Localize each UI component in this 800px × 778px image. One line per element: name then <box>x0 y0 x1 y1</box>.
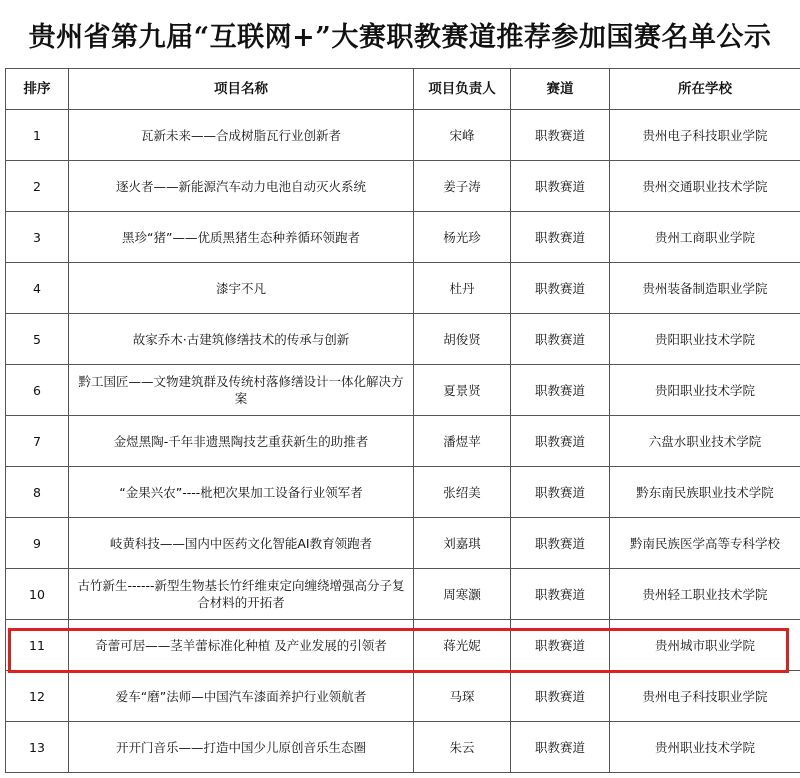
rank-cell: 1 <box>6 110 69 161</box>
project-leader-cell: 蒋光妮 <box>414 620 511 671</box>
project-leader-cell: 张绍美 <box>414 467 511 518</box>
rank-cell: 3 <box>6 212 69 263</box>
table-row <box>6 416 800 467</box>
table-row <box>6 212 800 263</box>
track-cell: 职教赛道 <box>511 314 610 365</box>
track-cell: 职教赛道 <box>511 620 610 671</box>
project-leader-cell: 杜丹 <box>414 263 511 314</box>
table-row <box>6 722 800 773</box>
school-cell: 贵州装备制造职业学院 <box>610 263 800 314</box>
project-name-cell: 爱车“磨”法师—中国汽车漆面养护行业领航者 <box>69 671 414 722</box>
project-name-cell: 古竹新生------新型生物基长竹纤维束定向缠绕增强高分子复合材料的开拓者 <box>69 569 414 620</box>
rank-cell: 2 <box>6 161 69 212</box>
table-row <box>6 161 800 212</box>
rank-cell: 5 <box>6 314 69 365</box>
project-name-cell: 故家乔木·古建筑修缮技术的传承与创新 <box>69 314 414 365</box>
project-leader-cell: 周寒灏 <box>414 569 511 620</box>
header-track: 赛道 <box>511 69 610 110</box>
school-cell: 贵阳职业技术学院 <box>610 314 800 365</box>
track-cell: 职教赛道 <box>511 671 610 722</box>
school-cell: 贵州城市职业学院 <box>610 620 800 671</box>
table-row <box>6 314 800 365</box>
table-row <box>6 110 800 161</box>
project-leader-cell: 刘嘉琪 <box>414 518 511 569</box>
school-cell: 贵州工商职业学院 <box>610 212 800 263</box>
track-cell: 职教赛道 <box>511 263 610 314</box>
table-row <box>6 263 800 314</box>
project-leader-cell: 胡俊贤 <box>414 314 511 365</box>
project-leader-cell: 宋峰 <box>414 110 511 161</box>
header-school: 所在学校 <box>610 69 800 110</box>
table-row <box>6 671 800 722</box>
project-name-cell: 黑珍“猪”——优质黑猪生态种养循环领跑者 <box>69 212 414 263</box>
project-name-cell: 岐黄科技——国内中医药文化智能AI教育领跑者 <box>69 518 414 569</box>
track-cell: 职教赛道 <box>511 518 610 569</box>
track-cell: 职教赛道 <box>511 722 610 773</box>
rank-cell: 4 <box>6 263 69 314</box>
rank-cell: 7 <box>6 416 69 467</box>
rank-cell: 9 <box>6 518 69 569</box>
project-leader-cell: 马琛 <box>414 671 511 722</box>
project-name-cell: 黔工国匠——文物建筑群及传统村落修缮设计一体化解决方案 <box>69 365 414 416</box>
track-cell: 职教赛道 <box>511 110 610 161</box>
rank-cell: 13 <box>6 722 69 773</box>
project-leader-cell: 姜子涛 <box>414 161 511 212</box>
track-cell: 职教赛道 <box>511 569 610 620</box>
rank-cell: 11 <box>6 620 69 671</box>
school-cell: 黔南民族医学高等专科学校 <box>610 518 800 569</box>
project-name-cell: 开开门音乐——打造中国少儿原创音乐生态圈 <box>69 722 414 773</box>
school-cell: 贵州电子科技职业学院 <box>610 671 800 722</box>
project-name-cell: 漆宇不凡 <box>69 263 414 314</box>
project-name-cell: 奇蕾可居——茎羊蕾标准化种植 及产业发展的引领者 <box>69 620 414 671</box>
rank-cell: 10 <box>6 569 69 620</box>
school-cell: 六盘水职业技术学院 <box>610 416 800 467</box>
header-rank: 排序 <box>6 69 69 110</box>
rank-cell: 12 <box>6 671 69 722</box>
project-name-cell: “金果兴农”----枇杷次果加工设备行业领军者 <box>69 467 414 518</box>
project-leader-cell: 夏景贤 <box>414 365 511 416</box>
table-row <box>6 569 800 620</box>
track-cell: 职教赛道 <box>511 416 610 467</box>
project-name-cell: 瓦新未来——合成树脂瓦行业创新者 <box>69 110 414 161</box>
project-leader-cell: 朱云 <box>414 722 511 773</box>
table-row <box>6 518 800 569</box>
table-header-row <box>6 69 800 110</box>
project-name-cell: 逐火者——新能源汽车动力电池自动灭火系统 <box>69 161 414 212</box>
page-title: 贵州省第九届“互联网+”大赛职教赛道推荐参加国赛名单公示 <box>28 21 772 53</box>
track-cell: 职教赛道 <box>511 467 610 518</box>
table-row <box>6 467 800 518</box>
track-cell: 职教赛道 <box>511 212 610 263</box>
track-cell: 职教赛道 <box>511 161 610 212</box>
school-cell: 黔东南民族职业技术学院 <box>610 467 800 518</box>
school-cell: 贵州电子科技职业学院 <box>610 110 800 161</box>
school-cell: 贵州职业技术学院 <box>610 722 800 773</box>
school-cell: 贵州轻工职业技术学院 <box>610 569 800 620</box>
project-leader-cell: 潘煜苹 <box>414 416 511 467</box>
school-cell: 贵州交通职业技术学院 <box>610 161 800 212</box>
track-cell: 职教赛道 <box>511 365 610 416</box>
school-cell: 贵阳职业技术学院 <box>610 365 800 416</box>
header-project-name: 项目名称 <box>69 69 414 110</box>
rank-cell: 6 <box>6 365 69 416</box>
table-row <box>6 365 800 416</box>
nominee-table <box>5 68 800 773</box>
table-row <box>6 620 800 671</box>
header-project-leader: 项目负责人 <box>414 69 511 110</box>
rank-cell: 8 <box>6 467 69 518</box>
project-name-cell: 金煜黑陶-千年非遗黑陶技艺重获新生的助推者 <box>69 416 414 467</box>
project-leader-cell: 杨光珍 <box>414 212 511 263</box>
